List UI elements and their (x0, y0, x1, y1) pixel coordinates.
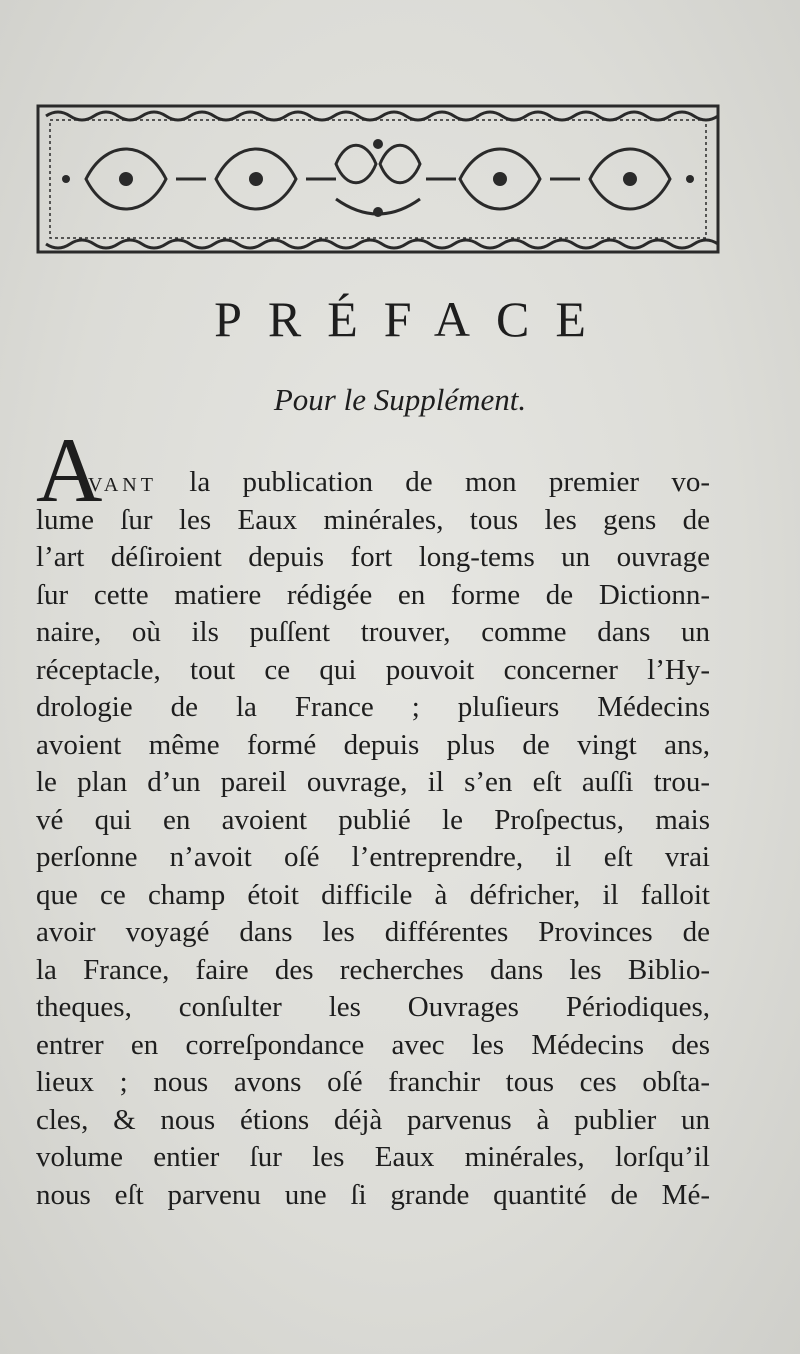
text-line: nous eſt parvenu une ſi grande quantité de Mé- (36, 1178, 710, 1211)
text-line: vé qui en avoient publié le Proſpectus, mais (36, 803, 710, 836)
text-line: avoir voyagé dans les différentes Provinces de (36, 916, 710, 948)
text-line: lieux ; nous avons oſé franchir tous ces obſta- (36, 1066, 710, 1098)
body-text (36, 464, 710, 1214)
drop-capital: A (36, 419, 103, 521)
text-line: naire, où ils puſſent trouver, comme dans un (36, 616, 710, 648)
ornamental-headpiece (36, 104, 720, 254)
text-line: entrer en correſpondance avec les Médecins des (36, 1028, 710, 1061)
text-line: ſur cette matiere rédigée en forme de Dictionn- (36, 578, 710, 611)
ornament-border-icon (36, 104, 720, 254)
text-line-content: la publication de mon premier vo- (189, 466, 710, 498)
text-line: cles, & nous étions déjà parvenus à publier un (36, 1103, 710, 1136)
text-line: lume ſur les Eaux minérales, tous les gens de (36, 503, 710, 536)
text-line: perſonne n’avoit oſé l’entreprendre, il eſt vrai (36, 841, 710, 873)
text-line: réceptacle, tout ce qui pouvoit concerner l’Hy- (36, 653, 710, 686)
text-line: la France, faire des recherches dans les Biblio- (36, 953, 710, 986)
text-line: l’art déſiroient depuis fort long-tems un ouvrage (36, 541, 710, 573)
text-line: drologie de la France ; pluſieurs Médecins (36, 691, 710, 723)
text-line: que ce champ étoit difficile à défricher, il falloit (36, 878, 710, 911)
text-line (36, 464, 710, 502)
page-title: PRÉFACE (214, 291, 612, 347)
first-word-smallcaps: VANT (88, 474, 157, 496)
text-line: avoient même formé depuis plus de vingt ans, (36, 728, 710, 761)
text-line: theques, conſulter les Ouvrages Périodiques, (36, 991, 710, 1023)
text-line: volume entier ſur les Eaux minérales, lorſqu’il (36, 1141, 710, 1173)
text-line: le plan d’un pareil ouvrage, il s’en eſt auſſi trou- (36, 766, 710, 798)
page-subtitle: Pour le Supplément. (273, 382, 527, 417)
